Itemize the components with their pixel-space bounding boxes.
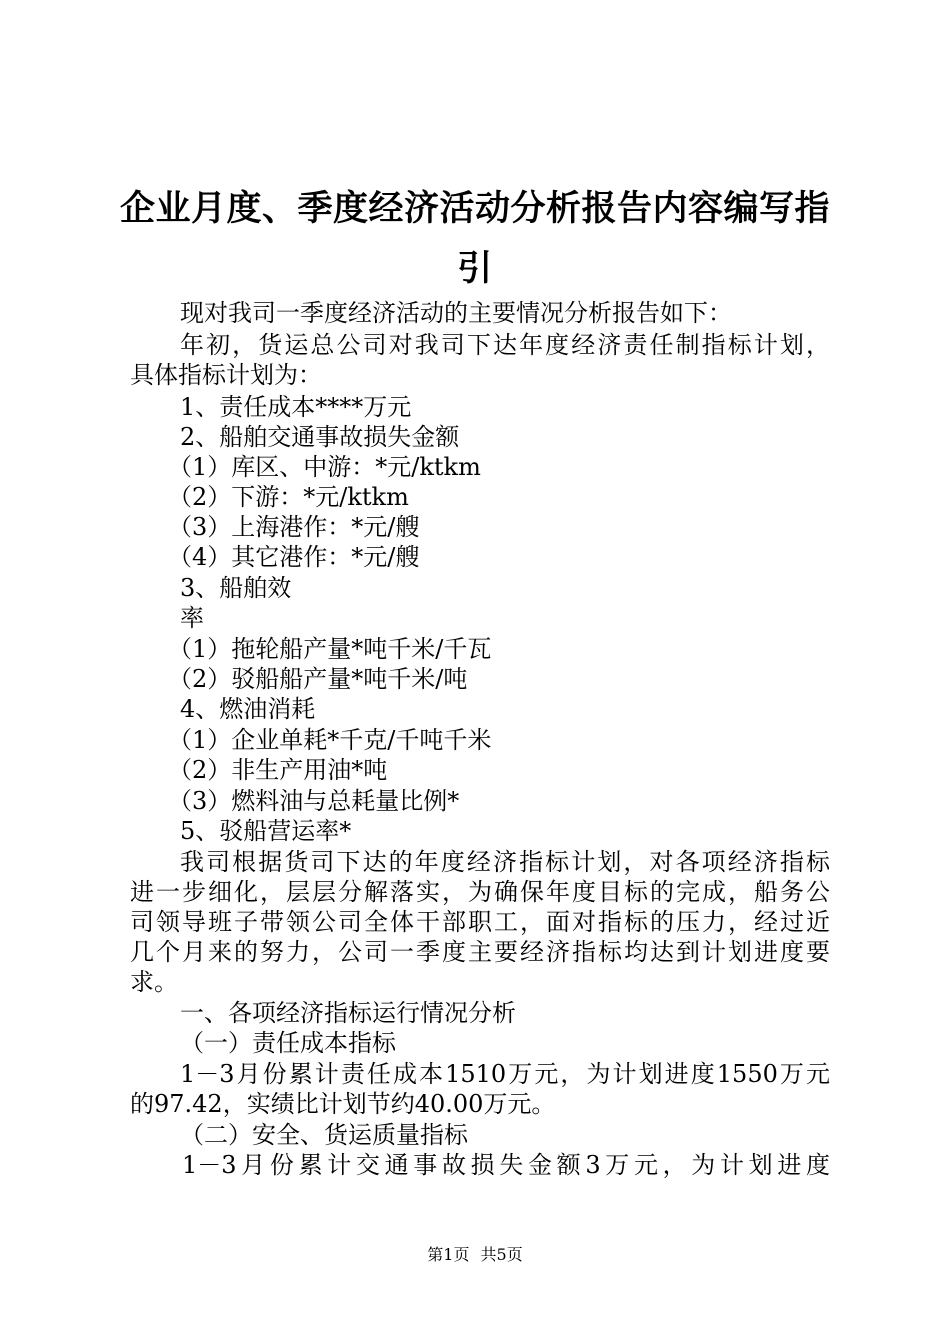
section-heading: 一、各项经济指标运行情况分析 <box>180 999 516 1027</box>
subsection-heading: （一）责任成本指标 <box>180 1029 396 1057</box>
list-item: （3）上海港作：*元/艘 <box>168 513 420 541</box>
page-total: 共5页 <box>480 1245 523 1264</box>
list-item: （1）企业单耗*千克/千吨千米 <box>168 726 492 754</box>
list-item: 3、船舶效 <box>180 574 292 602</box>
paragraph-line: 年初，货运总公司对我司下达年度经济责任制指标计划， <box>180 331 830 359</box>
document-title-line-1: 企业月度、季度经济活动分析报告内容编写指 <box>119 188 830 229</box>
list-item: （4）其它港作：*元/艘 <box>168 543 420 571</box>
list-item: （3）燃料油与总耗量比例* <box>168 787 460 815</box>
paragraph-line: 1－3月份累计交通事故损失金额3万元，为计划进度 <box>182 1151 830 1179</box>
page-number: 第1页 <box>427 1245 470 1264</box>
paragraph-line: 我司根据货司下达的年度经济指标计划，对各项经济指标 <box>180 848 830 876</box>
paragraph-line: 几个月来的努力，公司一季度主要经济指标均达到计划进度要 <box>130 938 830 966</box>
list-item: 2、船舶交通事故损失金额 <box>180 423 460 451</box>
paragraph-line: 进一步细化，层层分解落实，为确保年度目标的完成，船务公 <box>130 878 830 906</box>
paragraph-line: 具体指标计划为： <box>130 361 322 389</box>
paragraph-line: 1－3月份累计责任成本1510万元，为计划进度1550万元 <box>180 1060 830 1088</box>
list-item: （2）下游：*元/ktkm <box>168 483 409 511</box>
intro-paragraph: 现对我司一季度经济活动的主要情况分析报告如下： <box>180 299 732 327</box>
list-item: （1）库区、中游：*元/ktkm <box>168 453 481 481</box>
page-footer <box>0 1245 950 1265</box>
list-item: 率 <box>180 604 204 632</box>
list-item: （2）非生产用油*吨 <box>168 756 388 784</box>
paragraph-line: 求。 <box>130 968 178 996</box>
document-title-line-2: 引 <box>457 248 493 289</box>
list-item: （1）拖轮船产量*吨千米/千瓦 <box>168 635 492 663</box>
list-item: 5、驳船营运率* <box>180 817 352 845</box>
list-item: （2）驳船船产量*吨千米/吨 <box>168 665 468 693</box>
paragraph-line: 的97.42，实绩比计划节约40.00万元。 <box>130 1090 556 1118</box>
paragraph-line: 司领导班子带领公司全体干部职工，面对指标的压力，经过近 <box>130 908 830 936</box>
list-item: 4、燃油消耗 <box>180 695 316 723</box>
list-item: 1、责任成本****万元 <box>180 393 412 421</box>
subsection-heading: （二）安全、货运质量指标 <box>180 1121 468 1149</box>
